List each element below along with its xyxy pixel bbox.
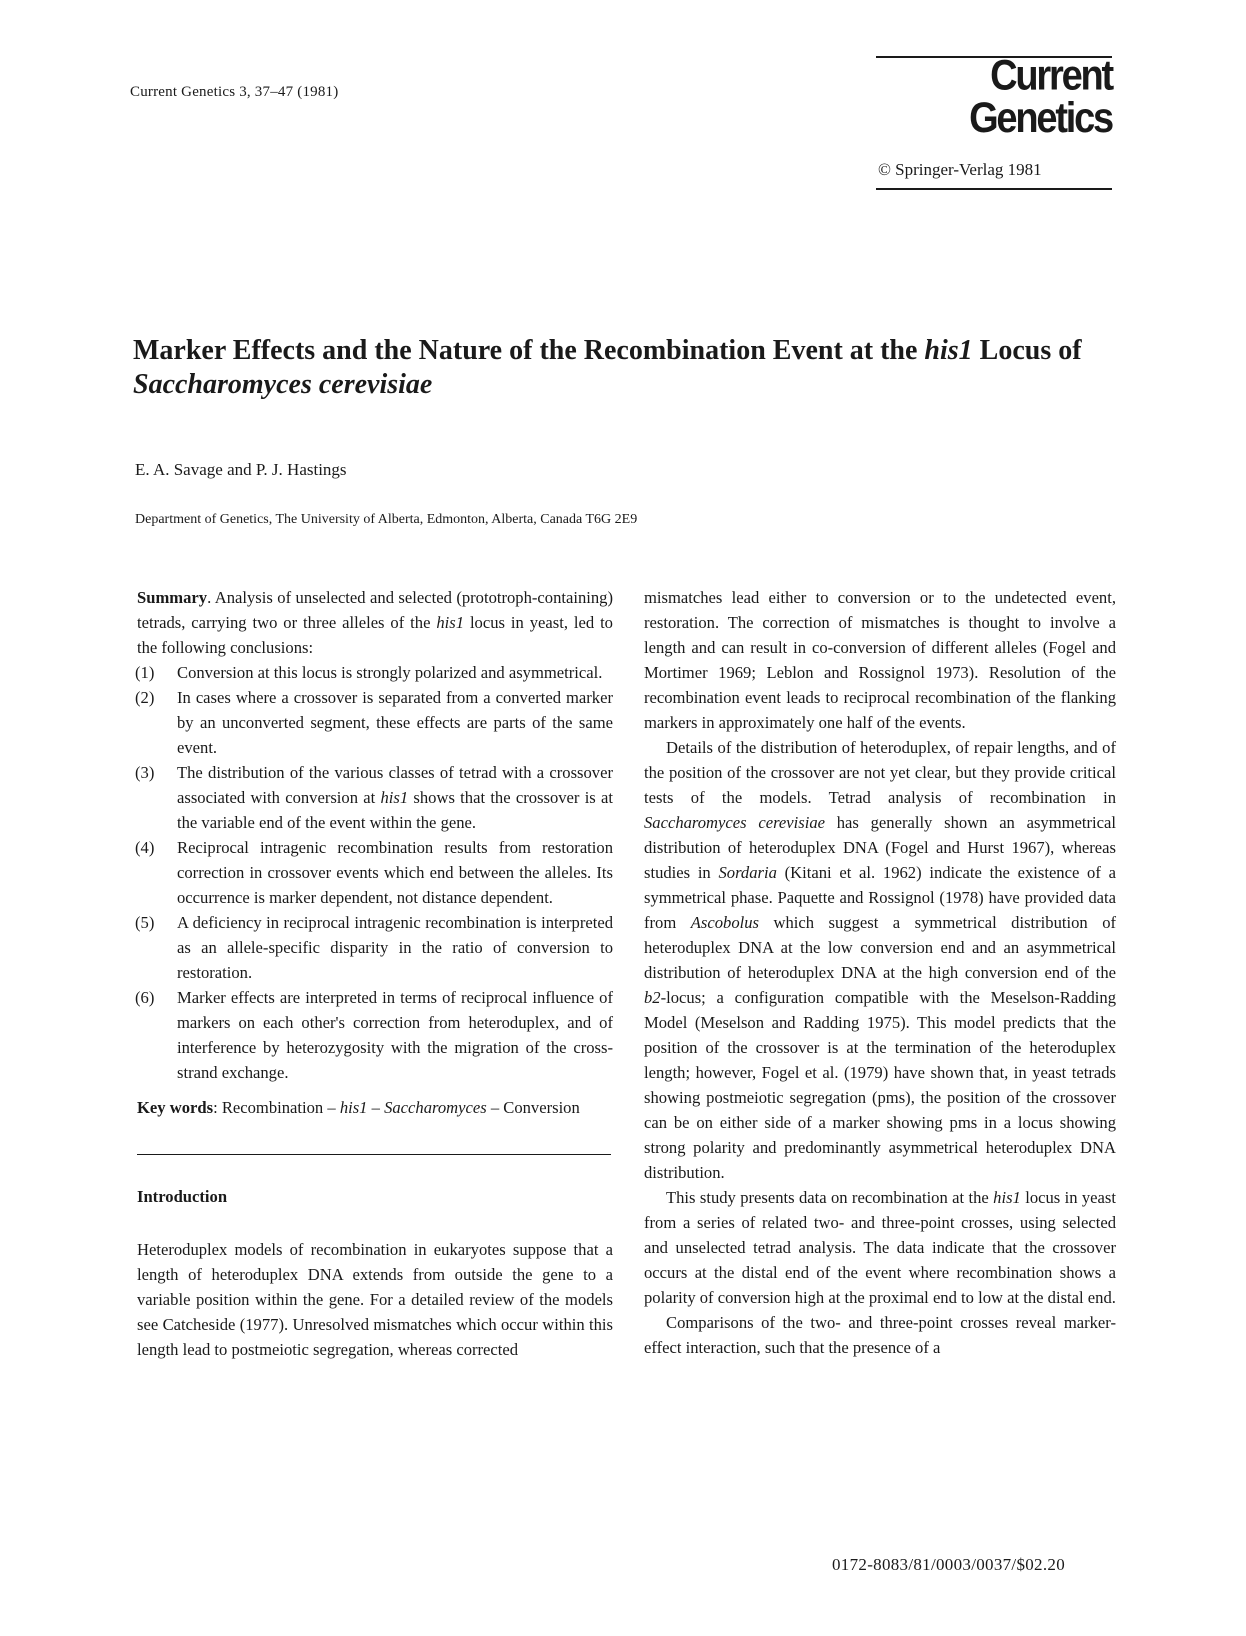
body-paragraph [644, 735, 1116, 1185]
conclusion-item [137, 835, 613, 910]
conclusion-text: Reciprocal intragenic recombination results from restoration correction in crossover events which end between the alleles. Its occurrence is marker dependent, not distance dependent. [177, 838, 613, 907]
article-code: 0172-8083/81/0003/0037/$02.20 [832, 1555, 1066, 1574]
body-paragraph: Comparisons of the two- and three-point crosses reveal marker-effect interaction, such that the presence of a [644, 1313, 1116, 1357]
summary-text: . Analysis of unselected and selected (prototroph-containing) tetrads, carrying two or three alleles of the [137, 588, 613, 632]
introduction-paragraph: Heteroduplex models of recombination in eukaryotes suppose that a length of heteroduplex DNA extends from outside the gene to a variable position within the gene. For a detailed review of the models see Catcheside (1977). Unresolved mismatches which occur within this length lead to postmeiotic segregation, whereas corrected [137, 1240, 613, 1359]
conclusions-list [137, 660, 613, 1085]
conclusion-item [137, 760, 613, 835]
keywords [137, 1095, 613, 1120]
title-species: Saccharomyces cerevisiae [133, 369, 433, 400]
locus-name: his1 [993, 1188, 1021, 1207]
masthead-bottom-rule [876, 188, 1112, 190]
journal-citation: Current Genetics 3, 37–47 (1981) [130, 84, 339, 100]
conclusion-number: (3) [135, 763, 155, 782]
title-locus: his1 [924, 335, 973, 366]
body-text: -locus; a configuration compatible with the Meselson-Radding Model (Meselson and Radding 1975). This model predicts that the position of the crossover is at the termination of the heteroduplex length; however, Fogel et al. (1979) have shown that, in yeast tetrads showing postmeiotic segregation (pms), the position of the crossover can be on either side of a marker showing pms in a locus showing strong polarity and predominantly asymmetrical heteroduplex DNA distribution. [644, 988, 1116, 1182]
genus-name: Sordaria [718, 863, 777, 882]
keywords-text: – [367, 1098, 385, 1117]
conclusion-item [137, 985, 613, 1085]
keywords-locus: his1 [339, 1098, 368, 1117]
title-part: Marker Effects and the Nature of the Recombination Event at the [133, 335, 925, 366]
conclusion-number: (5) [135, 913, 155, 932]
conclusion-number: (1) [135, 663, 155, 682]
section-divider [137, 1154, 611, 1155]
body-text: has generally shown an asymmetrical distribution of heteroduplex DNA (Fogel and Hurst 1967), whereas studies in [644, 813, 1116, 882]
conclusion-item [137, 910, 613, 985]
article-title [133, 334, 1123, 402]
conclusion-item [137, 685, 613, 760]
conclusion-number: (2) [135, 688, 155, 707]
authors: E. A. Savage and P. J. Hastings [135, 460, 347, 479]
genus-name: Ascobolus [690, 913, 759, 932]
keywords-text: : Recombination – [213, 1098, 340, 1117]
summary-locus: his1 [436, 613, 465, 632]
affiliation: Department of Genetics, The University of Alberta, Edmonton, Alberta, Canada T6G 2E9 [135, 512, 638, 527]
keywords-text: – Conversion [486, 1098, 580, 1117]
conclusion-locus: his1 [380, 788, 409, 807]
keywords-label: Key words [137, 1098, 214, 1117]
body-text: locus in yeast from a series of related two- and three-point crosses, using selected and unselected tetrad analysis. The data indicate that the crossover occurs at the distal end of the event where recombination shows a polarity of conversion high at the proximal end to low at the distal end. [644, 1188, 1116, 1307]
locus-name: b2 [644, 988, 661, 1007]
conclusion-text: shows that the crossover is at the variable end of the event within the gene. [177, 788, 613, 832]
right-column [644, 585, 1116, 1360]
body-text: Details of the distribution of heteroduplex, of repair lengths, and of the position of the crossover are not yet clear, but they provide critical tests of the models. Tetrad analysis of recombination in [644, 738, 1116, 807]
conclusion-text: The distribution of the various classes of tetrad with a crossover associated with conversion at [177, 763, 613, 807]
copyright-notice: © Springer-Verlag 1981 [878, 160, 1042, 179]
body-text: which suggest a symmetrical distribution of heteroduplex DNA at the low conversion end and an asymmetrical distribution of heteroduplex DNA at the high conversion end of the [644, 913, 1117, 982]
body-paragraph: mismatches lead either to conversion or to the undetected event, restoration. The correction of mismatches is thought to involve a length and can result in co-conversion of different alleles (Fogel and Mortimer 1969; Leblon and Rossignol 1973). Resolution of the recombination event leads to reciprocal recombination of the flanking markers in approximately one half of the events. [644, 588, 1116, 732]
title-part: Locus of [972, 335, 1082, 366]
journal-name-logo: Current Genetics [969, 52, 1112, 143]
conclusion-text: Marker effects are interpreted in terms of reciprocal influence of markers on each other's correction from heteroduplex, and of interference by heterozygosity with the migration of the cross-strand exchange. [177, 988, 613, 1082]
conclusion-item [137, 660, 613, 685]
journal-masthead [876, 52, 1112, 190]
body-text: This study presents data on recombination at the [666, 1188, 994, 1207]
introduction-heading: Introduction [137, 1187, 228, 1206]
summary-intro [137, 585, 613, 660]
conclusion-number: (6) [135, 988, 155, 1007]
body-text: (Kitani et al. 1962) indicate the existence of a symmetrical phase. Paquette and Rossignol (1978) have provided data from [644, 863, 1116, 932]
left-column [137, 585, 613, 1362]
summary-text: locus in yeast, led to the following conclusions: [137, 613, 613, 657]
keywords-genus: Saccharomyces [384, 1098, 487, 1117]
conclusion-text: Conversion at this locus is strongly polarized and asymmetrical. [177, 663, 603, 682]
conclusion-number: (4) [135, 838, 155, 857]
body-paragraph [644, 1185, 1116, 1310]
species-name: Saccharomyces cerevisiae [644, 813, 825, 832]
conclusion-text: A deficiency in reciprocal intragenic recombination is interpreted as an allele-specific disparity in the ratio of conversion to restoration. [177, 913, 613, 982]
summary-label: Summary [137, 588, 208, 607]
conclusion-text: In cases where a crossover is separated from a converted marker by an unconverted segment, these effects are parts of the same event. [177, 688, 613, 757]
